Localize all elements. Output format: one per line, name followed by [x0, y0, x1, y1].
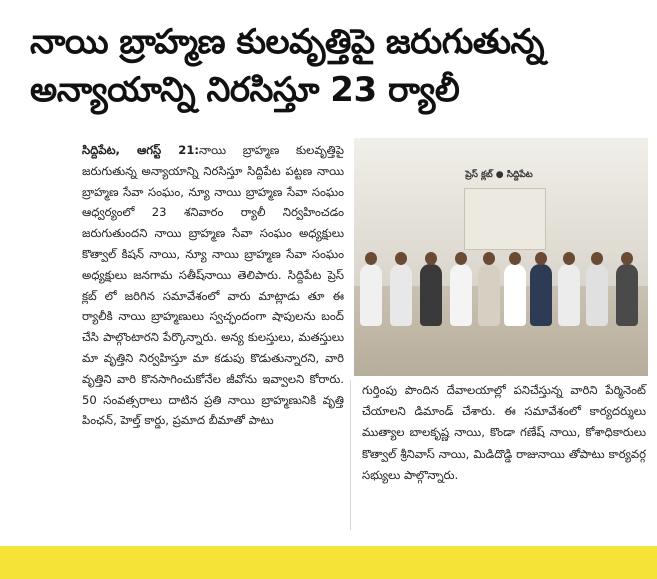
- person-figure: [390, 264, 412, 326]
- news-photo: [354, 138, 648, 376]
- article-left-column: [82, 140, 344, 431]
- article-text-right: గుర్తింపు పొందిన దేవాలయాల్లో పనిచేస్తున్న వారిని పేర్మినెంట్ చేయాలని డిమాండ్ చేశారు. ఈ సమావేశంలో కార్యదర్శులు ముత్యాల బాలకృష్ణ నాయి, కొండా గణేష్ నాయి, కోశాధికారులు కొత్వాల్ శ్రీనివాస్ నాయి, మిడిదొడ్డి రాజునాయి తోపాటు కార్యవర్గ సభ్యులు పాల్గొన్నారు.: [362, 383, 646, 482]
- yellow-band: [0, 546, 657, 579]
- photo-banner: [464, 188, 546, 250]
- person-figure: [616, 264, 638, 326]
- person-figure: [360, 264, 382, 326]
- photo-sign-text: ప్రెస్ క్లబ్ ● సిద్దిపేట: [465, 170, 533, 180]
- person-figure: [586, 264, 608, 326]
- person-figure: [478, 264, 500, 326]
- article-body-left: [82, 140, 344, 431]
- article-right-column: [362, 380, 646, 486]
- article-text-left: నాయి బ్రాహ్మణ కులవృత్తిపై జరుగుతున్న అన్యాయాన్ని నిరసిస్తూ సిద్దిపేట పట్టణ నాయి బ్రాహ్మణ సేవా సంఘం, న్యూ నాయి బ్రాహ్మణ సేవా సంఘం ఆధ్వర్యంలో 23 శనివారం ర్యాలీ నిర్వహించడం జరుగుతుందని నాయి బ్రాహ్మణ సేవా సంఘం అధ్యక్షులు కొత్వాల్ కిషన్ నాయి, న్యూ నాయి బ్రాహ్మణ సేవా సంఘం అధ్యక్షులు జనగామ సతీష్‌నాయి తెలిపారు. సిద్దిపేట ప్రెస్ క్లబ్ లో జరిగిన సమావేశంలో వారు మాట్లాడు తూ ఈ ర్యాలీకి నాయి బ్రాహ్మణులు స్వచ్ఛందంగా షాపులను బంద్ చేసి పాల్గొంటారని పేర్కొన్నారు. అన్య కులస్తులు, మతస్తులు మా వృత్తిని నిర్వహిస్తూ మా కడుపు కొడుతున్నారని, వారి వృత్తిని వారి కొనసాగించుకోనేల జీవోను ఇవ్వాలని కోరారు. 50 సంవత్సరాలు దాటిన ప్రతి నాయి బ్రాహ్మణునికి వృత్తి పింఛన్, హెల్త్ కార్డు, ప్రమాద బీమాతో పాటు: [82, 143, 344, 428]
- headline-line-1: నాయి బ్రాహ్మణ కులవృత్తిపై జరుగుతున్న: [30, 22, 544, 62]
- person-figure: [450, 264, 472, 326]
- person-figure: [504, 264, 526, 326]
- headline-line-2: అన్యాయాన్ని నిరసిస్తూ 23 ర్యాలీ: [30, 70, 460, 110]
- person-figure: [530, 264, 552, 326]
- person-figure: [420, 264, 442, 326]
- dateline: సిద్దిపేట, ఆగస్ట్ 21:: [82, 143, 200, 157]
- person-figure: [558, 264, 580, 326]
- column-divider: [350, 380, 351, 530]
- headline: [30, 18, 640, 114]
